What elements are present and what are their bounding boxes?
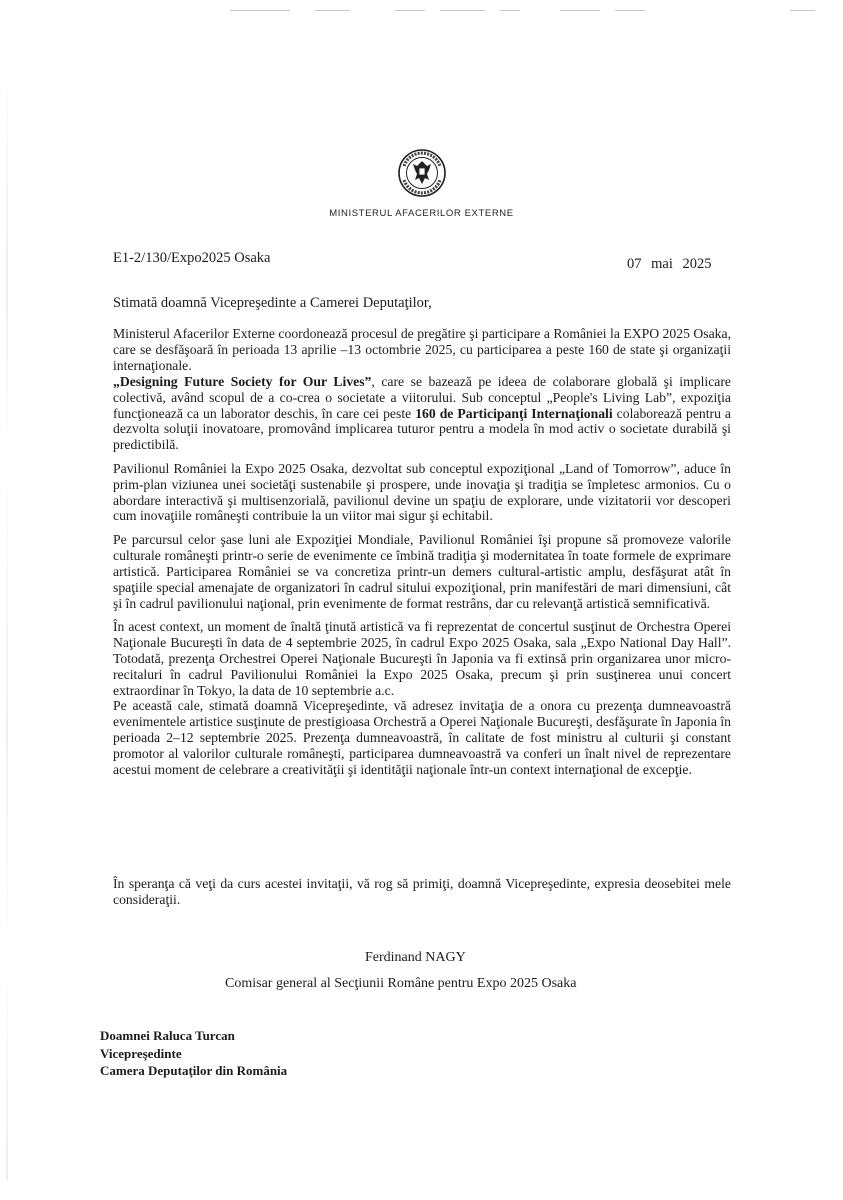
paragraph-expo-intro: Ministerul Afacerilor Externe coordonează procesul de pregătire şi participare a României la EXPO 2025 Osaka, care se desfăşoară în perioada 13 aprilie –13 octombrie 2025, cu participarea a peste 160 de state şi organizaţii internaţionale.	[113, 326, 731, 373]
reference-number: E1-2/130/Expo2025 Osaka	[113, 250, 271, 266]
closing-paragraph: În speranţa că veţi da curs acestei invitaţii, vă rog să primiţi, doamnă Vicepreşedinte, expresia deosebitei mele consideraţii.	[113, 876, 731, 907]
salutation: Stimată doamnă Vicepreşedinte a Camerei Deputaţilor,	[113, 295, 432, 311]
scan-artifact-left	[6, 60, 8, 1180]
ministry-name: MINISTERUL AFACERILOR EXTERNE	[329, 208, 514, 219]
addressee-position: Vicepreşedinte	[100, 1045, 182, 1061]
addressee-block	[100, 1027, 287, 1080]
signatory-title: Comisar general al Secţiunii Române pentru Expo 2025 Osaka	[225, 976, 577, 991]
expo-theme-title: „Designing Future Society for Our Lives”	[113, 373, 372, 389]
romanian-government-seal-icon	[393, 148, 451, 198]
participants-highlight: 160 de Participanţi Internaţionali	[415, 405, 613, 421]
signatory-name: Ferdinand NAGY	[365, 950, 466, 965]
letter-body	[113, 326, 731, 785]
paragraph-pavilion: Pavilionul României la Expo 2025 Osaka, dezvoltat sub conceptul expoziţional „Land of Tomorrow”, aduce în prim-plan viziunea unei societăţi sustenabile şi prospere, unde inovaţia şi tradiţia se împletesc armonios. Cu o abordare interactivă şi multisenzorială, pavilionul devine un spaţiu de explorare, unde vizitatorii vor descoperi cum inovaţiile româneşti contribuie la un viitor mai sigur şi echitabil.	[113, 460, 731, 524]
paragraph-concert: În acest context, un moment de înaltă ţinută artistică va fi reprezentat de concertul susţinut de Orchestra Operei Naţionale Bucureşti în data de 4 septembrie 2025, în cadrul Expo 2025 Osaka, sala „Expo National Day Hall”. Totodată, prezenţa Orchestrei Operei Naţionale Bucureşti în Japonia va fi extinsă prin organizarea unor micro-recitaluri în cadrul Pavilionului României la Expo 2025 Osaka, precum şi prin susţinerea unui concert extraordinar în Tokyo, la data de 10 septembrie a.c.	[113, 618, 731, 698]
scan-artifact-top	[0, 8, 843, 14]
paragraph-expo-theme: „Designing Future Society for Our Lives”, care se bazează pe ideea de colaborare globală şi implicare colectivă, având scopul de a co-crea o societate a viitorului. Sub conceptul „People's Living Lab”, expoziţia funcţionează ca un laborator deschis, în care cei peste 160 de Participanţi Internaţionali colaborează pentru a dezvolta soluţii inovatoare, promovând implicarea tuturor pentru a modela în mod activ o societate durabilă şi predictibilă.	[113, 373, 731, 453]
letterhead	[0, 148, 843, 219]
letter-date: 07 mai 2025	[627, 256, 712, 272]
paragraph-cultural-program: Pe parcursul celor şase luni ale Expoziţiei Mondiale, Pavilionul României îşi propune să promoveze valorile culturale româneşti printr-o serie de evenimente ce îmbină tradiţia şi modernitatea în toate formele de exprimare artistică. Participarea României se va concretiza printr-un demers cultural-artistic amplu, desfăşurat atât în spaţiile special amenajate de organizatori în cadrul sitului expoziţional, prin manifestări de mari dimensiuni, cât şi în cadrul pavilionului naţional, prin evenimente de format restrâns, dar cu relevanţă artistică semnificativă.	[113, 531, 731, 611]
paragraph-invitation: Pe această cale, stimată doamnă Vicepreşedinte, vă adresez invitaţia de a onora cu prezenţa dumneavoastră evenimentele artistice susţinute de prestigioasa Orchestră a Operei Naţionale Bucureşti, desfăşurate în Japonia în perioada 2–12 septembrie 2025. Prezenţa dumneavoastră, în calitate de fost ministru al culturii şi constant promotor al valorilor culturale româneşti, participarea dumneavoastră va conferi un înalt nivel de reprezentare acestui moment de celebrare a creativităţii şi identităţii naţionale într-un context internaţional de excepţie.	[113, 698, 731, 778]
addressee-name: Doamnei Raluca Turcan	[100, 1028, 235, 1043]
addressee-institution: Camera Deputaţilor din România	[100, 1063, 288, 1078]
